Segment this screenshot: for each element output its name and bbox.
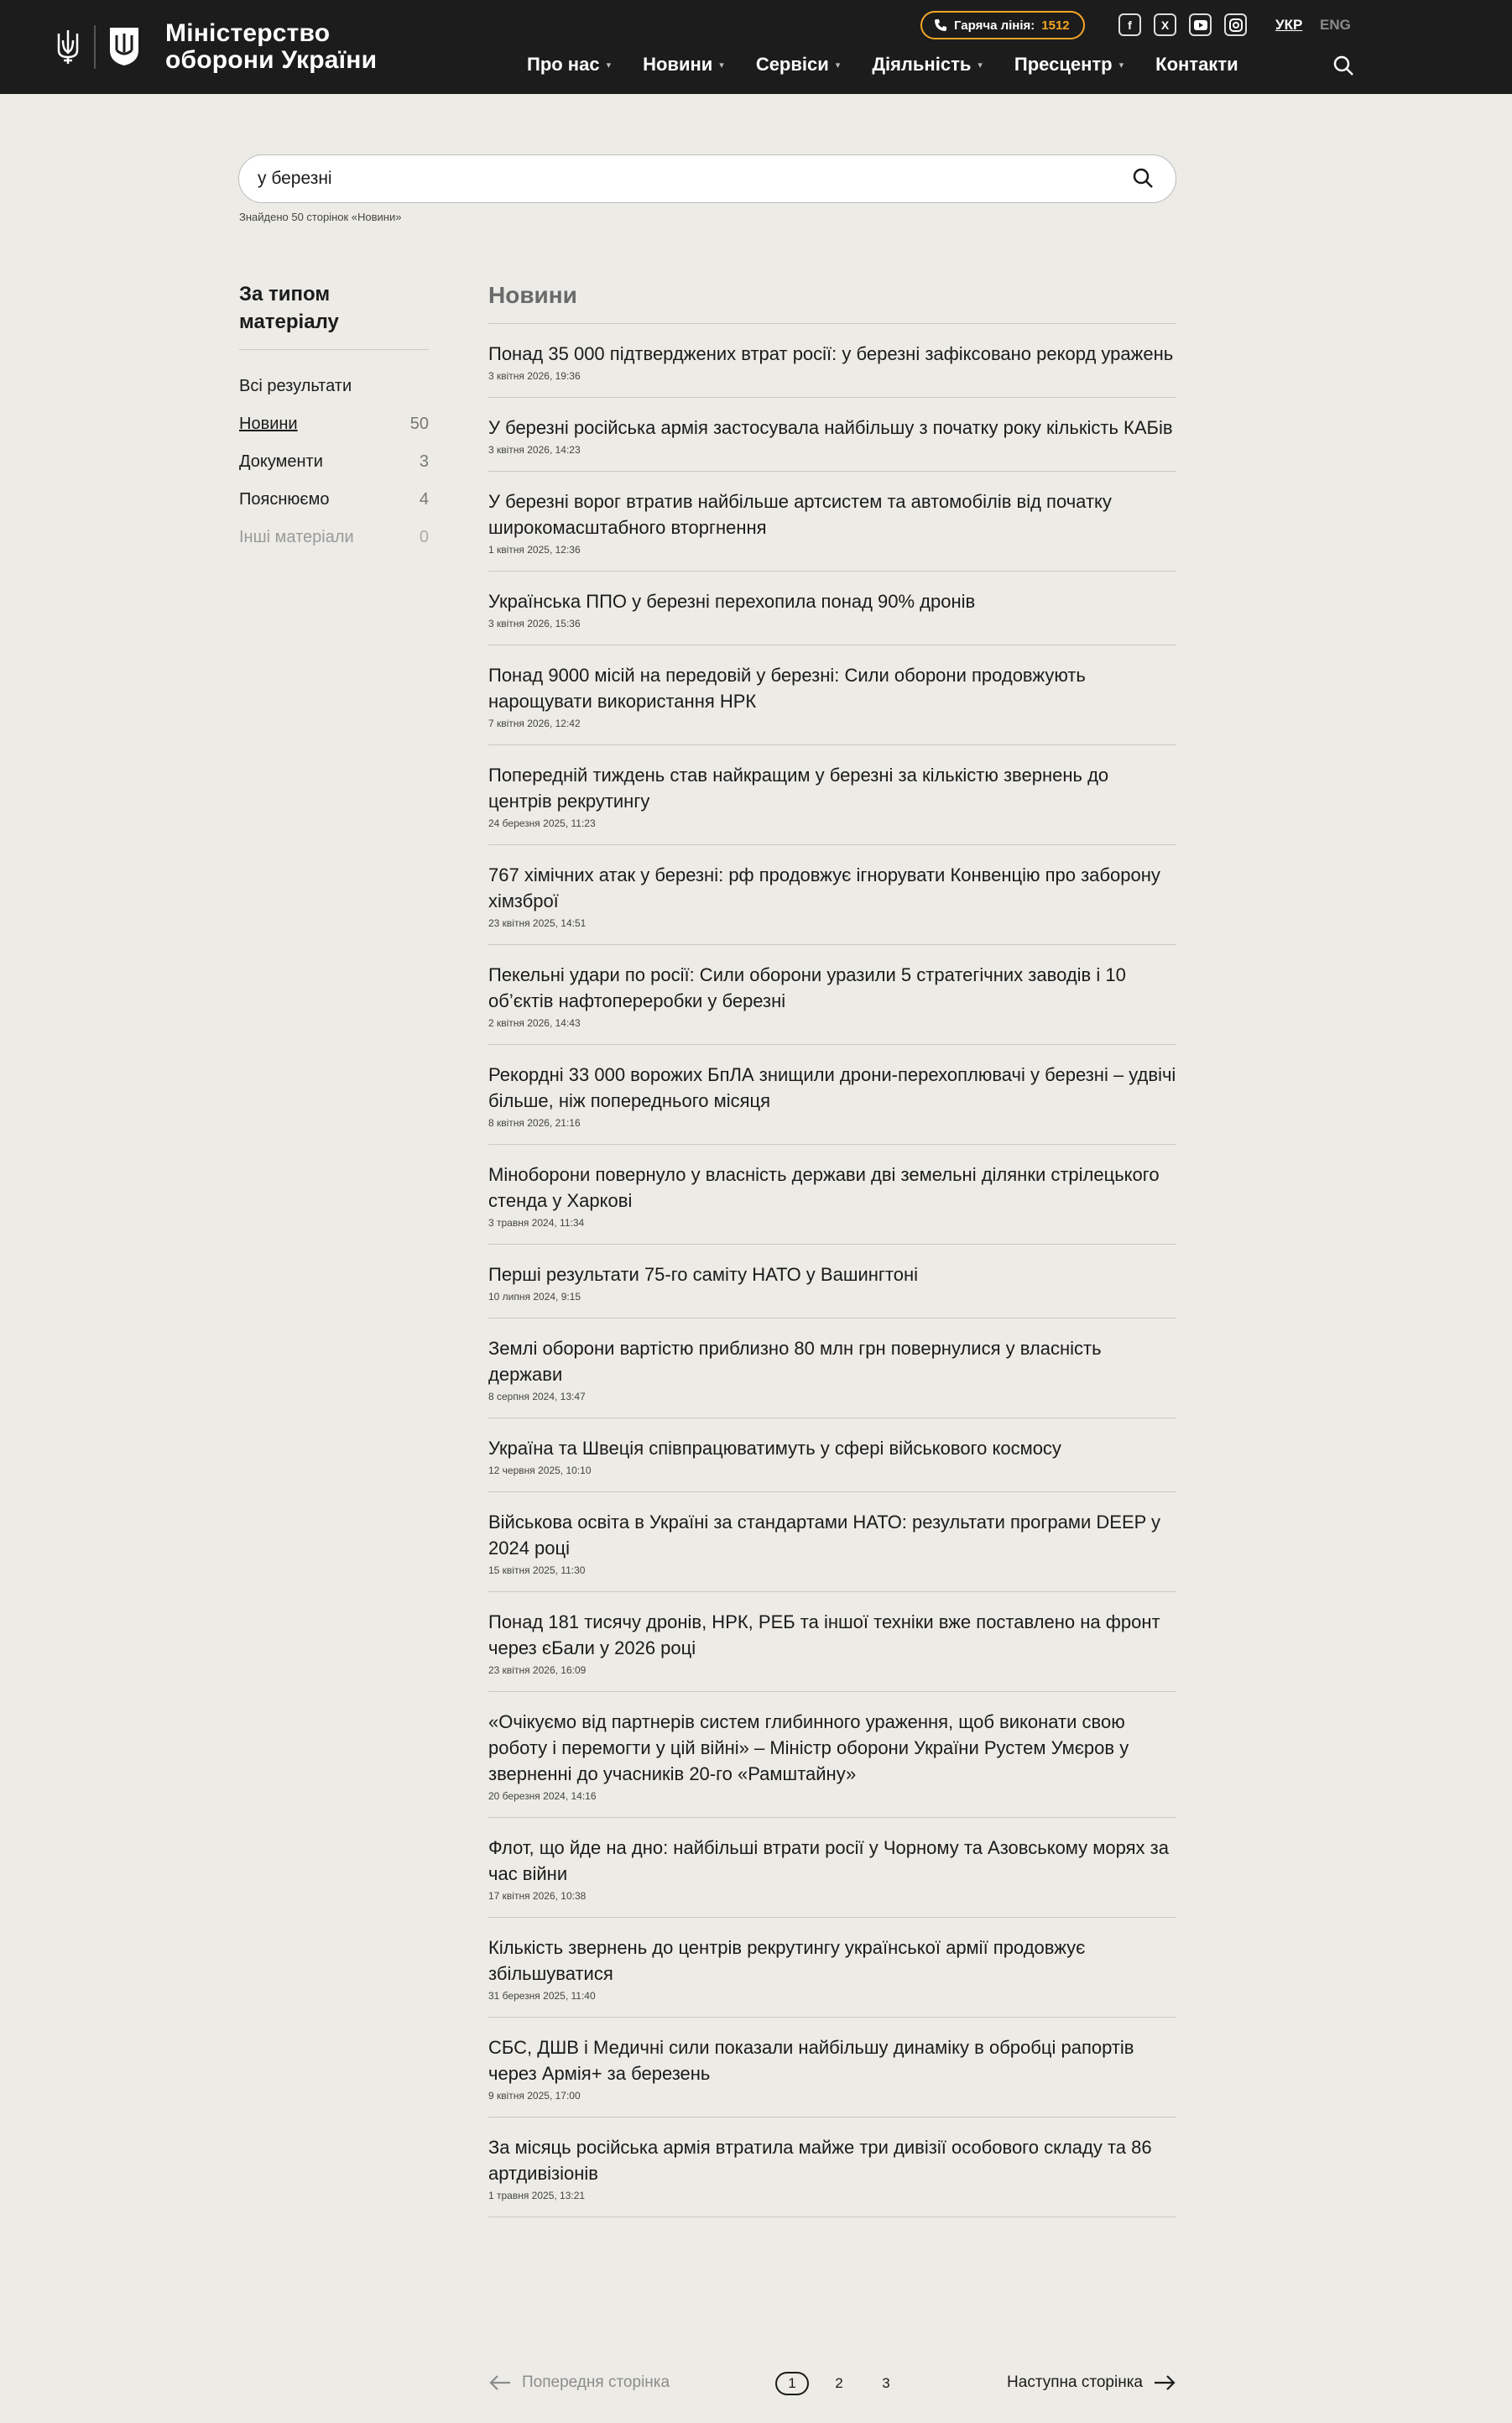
pagination	[488, 2368, 1176, 2402]
chevron-down-icon: ▾	[1118, 60, 1124, 70]
org-name[interactable]	[165, 20, 377, 74]
results-count: Знайдено 50 сторінок «Новини»	[239, 211, 402, 223]
lang-eng[interactable]: ENG	[1320, 17, 1351, 33]
search-input[interactable]	[258, 155, 1113, 202]
result-item[interactable]	[488, 398, 1176, 472]
lang-ukr[interactable]: УКР	[1275, 17, 1303, 33]
result-item[interactable]	[488, 1592, 1176, 1692]
nav-item-press[interactable]	[1014, 54, 1124, 76]
result-item[interactable]	[488, 1918, 1176, 2018]
page-numbers	[775, 2372, 903, 2395]
result-date: 31 березня 2025, 11:40	[488, 1990, 596, 2002]
filter-item-explain[interactable]	[239, 490, 429, 528]
trident-icon[interactable]	[55, 29, 81, 65]
instagram-icon[interactable]	[1224, 13, 1247, 36]
filter-label: Новини	[239, 415, 298, 433]
social-links	[1118, 13, 1247, 36]
next-page-button[interactable]	[1007, 2373, 1176, 2392]
result-title[interactable]: Понад 181 тисячу дронів, НРК, РЕБ та іншої техніки вже поставлено на фронт через єБали у 2026 році	[488, 1611, 1160, 1658]
nav-item-label: Діяльність	[872, 54, 972, 75]
org-name-line1: Міністерство	[165, 19, 331, 47]
result-title[interactable]: У березні ворог втратив найбільше артсистем та автомобілів від початку широкомасштабного вторгнення	[488, 491, 1112, 538]
result-item[interactable]	[488, 1492, 1176, 1592]
arrow-right-icon	[1153, 2374, 1176, 2391]
filter-count: 50	[409, 415, 429, 433]
search-icon[interactable]	[1132, 167, 1155, 191]
result-date: 9 квітня 2025, 17:00	[488, 2090, 581, 2102]
result-item[interactable]	[488, 1818, 1176, 1918]
result-title[interactable]: Україна та Швеція співпрацюватимуть у сфері військового космосу	[488, 1438, 1061, 1459]
youtube-icon[interactable]	[1189, 13, 1212, 36]
result-date: 23 квітня 2026, 16:09	[488, 1664, 587, 1676]
result-title[interactable]: «Очікуємо від партнерів систем глибинного ураження, щоб виконати свою роботу і перемогти у цій війні» – Міністр оборони України Рустем Умєров у зверненні до учасників 20-го «Рамштайну»	[488, 1711, 1129, 1784]
result-date: 1 квітня 2025, 12:36	[488, 544, 581, 556]
result-date: 23 квітня 2025, 14:51	[488, 917, 587, 929]
nav-item-news[interactable]	[643, 54, 724, 76]
phone-icon	[934, 18, 947, 32]
result-title[interactable]: Понад 9000 місій на передовій у березні: Сили оборони продовжують нарощувати використання НРК	[488, 665, 1086, 712]
result-item[interactable]	[488, 745, 1176, 845]
result-item[interactable]	[488, 1418, 1176, 1492]
result-date: 17 квітня 2026, 10:38	[488, 1890, 587, 1902]
hotline-number: 1512	[1041, 18, 1070, 33]
result-item[interactable]	[488, 572, 1176, 645]
result-date: 7 квітня 2026, 12:42	[488, 718, 581, 729]
prev-page-label: Попередня сторінка	[522, 2373, 670, 2391]
hotline-label: Гаряча лінія:	[954, 18, 1035, 33]
result-item[interactable]	[488, 2018, 1176, 2118]
chevron-down-icon: ▾	[606, 60, 612, 70]
nav-item-activity[interactable]	[872, 54, 983, 76]
nav-item-label: Новини	[643, 54, 713, 75]
result-title[interactable]: Рекордні 33 000 ворожих БпЛА знищили дрони-перехоплювачі у березні – удвічі більше, ніж попереднього місяця	[488, 1064, 1176, 1111]
nav-item-label: Контакти	[1155, 54, 1238, 75]
filter-item-documents[interactable]	[239, 452, 429, 490]
x-twitter-icon[interactable]: X	[1154, 13, 1176, 36]
prev-page-button	[488, 2373, 670, 2392]
result-date: 3 квітня 2026, 15:36	[488, 618, 581, 629]
divider	[239, 349, 429, 350]
result-date: 15 квітня 2025, 11:30	[488, 1564, 586, 1576]
page-1[interactable]: 1	[775, 2372, 809, 2395]
result-title[interactable]: Попередній тиждень став найкращим у березні за кількістю звернень до центрів рекрутингу	[488, 765, 1109, 812]
result-item[interactable]	[488, 1145, 1176, 1245]
filter-item-other	[239, 528, 429, 566]
chevron-down-icon: ▾	[719, 60, 724, 70]
result-item[interactable]	[488, 645, 1176, 745]
filter-list	[239, 377, 429, 566]
next-page-label: Наступна сторінка	[1007, 2373, 1143, 2391]
nav-item-label: Сервіси	[755, 54, 829, 75]
result-date: 24 березня 2025, 11:23	[488, 817, 596, 829]
filter-item-news[interactable]	[239, 415, 429, 452]
result-item[interactable]	[488, 1045, 1176, 1145]
result-date: 3 квітня 2026, 19:36	[488, 370, 581, 382]
result-title[interactable]: За місяць російська армія втратила майже три дивізії особового складу та 86 артдивізіонів	[488, 2137, 1152, 2184]
result-title[interactable]: Понад 35 000 підтверджених втрат росії: у березні зафіксовано рекорд уражень	[488, 343, 1174, 364]
result-date: 3 травня 2024, 11:34	[488, 1217, 585, 1229]
result-title[interactable]: Українська ППО у березні перехопила понад 90% дронів	[488, 591, 976, 612]
result-title[interactable]: Землі оборони вартістю приблизно 80 млн грн повернулися у власність держави	[488, 1338, 1102, 1385]
result-item[interactable]	[488, 1692, 1176, 1818]
nav-item-label: Пресцентр	[1014, 54, 1113, 75]
chevron-down-icon: ▾	[978, 60, 983, 70]
filter-label: Пояснюємо	[239, 490, 330, 509]
result-title[interactable]: СБС, ДШВ і Медичні сили показали найбільшу динаміку в обробці рапортів через Армія+ за березень	[488, 2037, 1134, 2084]
result-date: 1 травня 2025, 13:21	[488, 2190, 586, 2201]
filter-count: 3	[419, 452, 429, 471]
result-date: 8 квітня 2026, 21:16	[488, 1117, 581, 1129]
search-icon[interactable]	[1332, 54, 1357, 79]
page-3[interactable]: 3	[882, 2375, 890, 2391]
filter-item-all[interactable]	[239, 377, 429, 415]
result-date: 10 липня 2024, 9:15	[488, 1291, 581, 1303]
result-title[interactable]: 767 хімічних атак у березні: рф продовжує ігнорувати Конвенцію про заборону хімзброї	[488, 864, 1160, 911]
nav-item-about[interactable]	[527, 54, 611, 76]
result-date: 3 квітня 2026, 14:23	[488, 444, 581, 456]
result-title[interactable]: Міноборони повернуло у власність держави дві земельні ділянки стрілецького стенда у Харкові	[488, 1164, 1160, 1211]
nav-item-contacts[interactable]	[1155, 54, 1238, 76]
search-box	[238, 154, 1176, 203]
filter-label: Документи	[239, 452, 323, 471]
results-list	[488, 323, 1176, 2217]
filter-label: Всі результати	[239, 377, 352, 395]
result-title[interactable]: У березні російська армія застосувала найбільшу з початку року кількість КАБів	[488, 417, 1173, 438]
result-date: 20 березня 2024, 14:16	[488, 1790, 597, 1802]
nav-item-services[interactable]	[756, 54, 841, 76]
section-title: Новини	[488, 282, 577, 308]
org-name-line2: оборони України	[165, 46, 378, 74]
filter-title: За типом матеріалу	[239, 283, 339, 333]
facebook-icon[interactable]: f	[1118, 13, 1141, 36]
result-title[interactable]: Кількість звернень до центрів рекрутингу української армії продовжує збільшуватися	[488, 1937, 1086, 1984]
logo-divider	[94, 25, 96, 69]
result-title[interactable]: Перші результати 75-го саміту НАТО у Вашингтоні	[488, 1264, 919, 1285]
result-item[interactable]	[488, 845, 1176, 945]
site-header	[0, 0, 1512, 94]
arrow-left-icon	[488, 2374, 512, 2391]
filter-count: 4	[419, 490, 429, 509]
result-item[interactable]	[488, 472, 1176, 572]
result-item[interactable]	[488, 1245, 1176, 1319]
main-nav	[527, 54, 1238, 76]
page-2[interactable]: 2	[835, 2375, 843, 2391]
result-date: 12 червня 2025, 10:10	[488, 1465, 592, 1476]
ministry-shield-icon[interactable]	[107, 25, 141, 67]
chevron-down-icon: ▾	[835, 60, 841, 70]
result-date: 2 квітня 2026, 14:43	[488, 1017, 581, 1029]
result-item[interactable]	[488, 324, 1176, 398]
result-title[interactable]: Військова освіта в Україні за стандартами НАТО: результати програми DEEP у 2024 році	[488, 1512, 1161, 1559]
result-title[interactable]: Пекельні удари по росії: Сили оборони уразили 5 стратегічних заводів і 10 об’єктів нафтопереробки у березні	[488, 964, 1126, 1011]
result-item[interactable]	[488, 1319, 1176, 1418]
result-title[interactable]: Флот, що йде на дно: найбільші втрати росії у Чорному та Азовському морях за час війни	[488, 1837, 1169, 1884]
result-item[interactable]	[488, 2118, 1176, 2217]
filter-label: Інші матеріали	[239, 528, 354, 546]
nav-item-label: Про нас	[527, 54, 600, 75]
hotline-badge[interactable]	[920, 11, 1085, 39]
result-item[interactable]	[488, 945, 1176, 1045]
result-date: 8 серпня 2024, 13:47	[488, 1391, 586, 1402]
filter-count: 0	[419, 528, 429, 546]
